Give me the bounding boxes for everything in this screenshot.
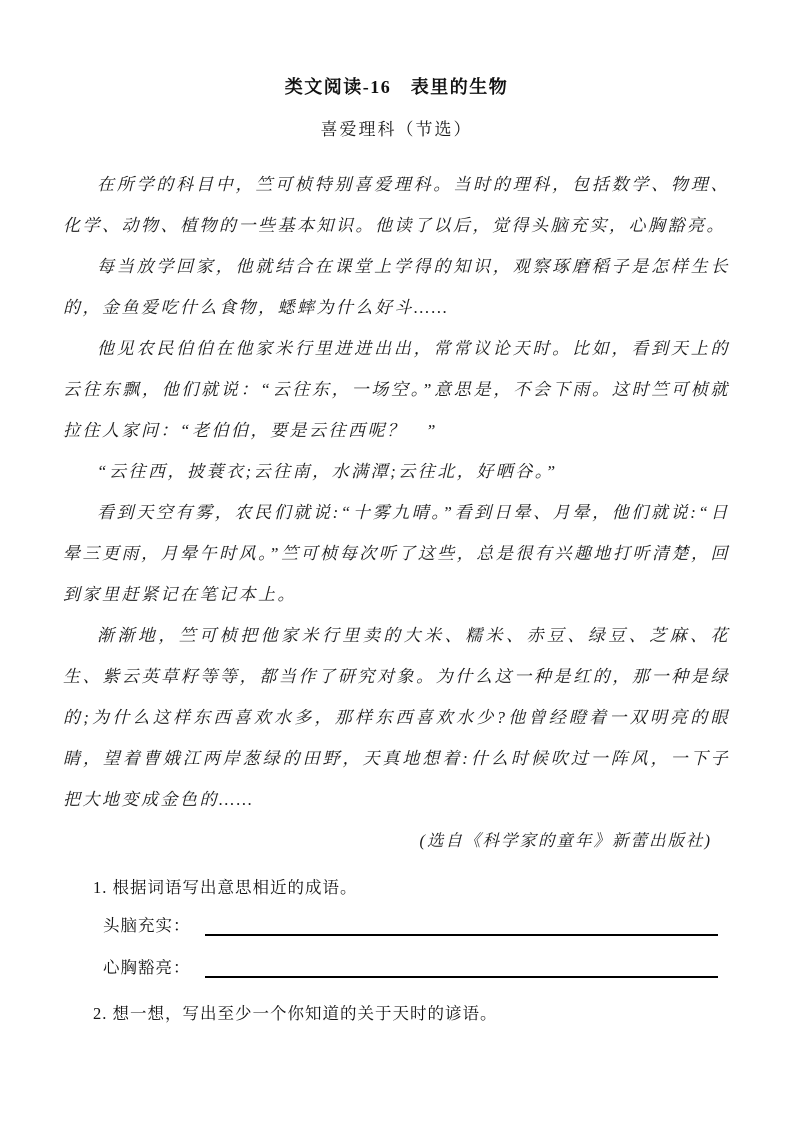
- blank-label-1: 头脑充实：: [103, 916, 191, 935]
- answer-blank-line-1: [205, 933, 719, 936]
- paragraph: 他见农民伯伯在他家米行里进进出出，常常议论天时。比如，看到天上的云往东飘，他们就说：“云往东，一场空。”意思是，不会下雨。这时竺可桢就拉住人家问：“老伯伯，要是云往西呢？ ”: [63, 339, 730, 440]
- source-attribution: (选自《科学家的童年》新蕾出版社): [419, 831, 712, 850]
- question-2: 2. 想一想，写出至少一个你知道的关于天时的谚语。: [93, 1004, 498, 1023]
- article-body: [63, 164, 730, 820]
- question-1: 1. 根据词语写出意思相近的成语。: [93, 878, 358, 897]
- page-title: 类文阅读-16 表里的生物: [284, 77, 509, 97]
- answer-row-1: [63, 913, 718, 939]
- article-title: 喜爱理科（节选）: [320, 120, 473, 139]
- answer-blank-line-2: [205, 975, 719, 978]
- paragraph: 在所学的科目中，竺可桢特别喜爱理科。当时的理科，包括数学、物理、化学、动物、植物的一些基本知识。他读了以后，觉得头脑充实，心胸豁亮。: [63, 175, 730, 235]
- paragraph: 看到天空有雾，农民们就说:“十雾九晴。”看到日晕、月晕，他们就说:“日晕三更雨，月晕午时风。”竺可桢每次听了这些，总是很有兴趣地打听清楚，回到家里赶紧记在笔记本上。: [63, 503, 730, 604]
- paragraph: 每当放学回家，他就结合在课堂上学得的知识，观察琢磨稻子是怎样生长的，金鱼爱吃什么食物，蟋蟀为什么好斗……: [63, 257, 730, 317]
- paragraph: “云往西，披蓑衣;云往南，水满潭;云往北，好晒谷。”: [97, 462, 558, 481]
- paragraph: 渐渐地，竺可桢把他家米行里卖的大米、糯米、赤豆、绿豆、芝麻、花生、紫云英草籽等等，都当作了研究对象。为什么这一种是红的，那一种是绿的;为什么这样东西喜欢水多，那样东西喜欢水少?他曾经瞪着一双明亮的眼睛，望着曹娥江两岸葱绿的田野，天真地想着:什么时候吹过一阵风，一下子把大地变成金色的……: [63, 626, 730, 809]
- blank-label-2: 心胸豁亮：: [103, 958, 191, 977]
- answer-row-2: [63, 955, 718, 981]
